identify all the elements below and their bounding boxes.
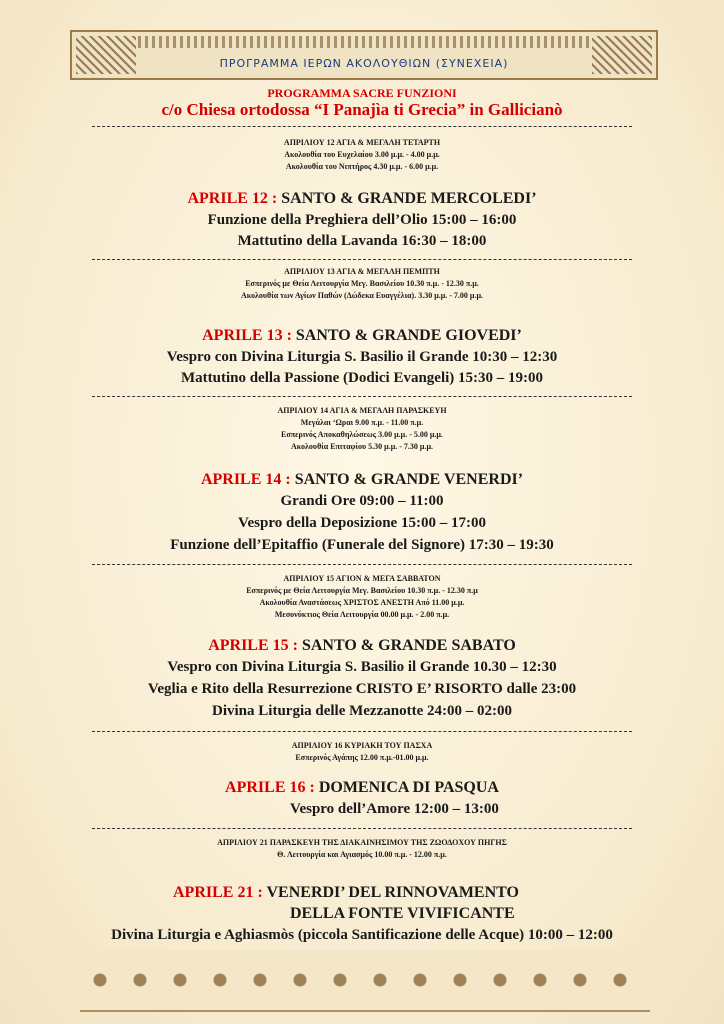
greek-line: ΑΠΡΙΛΙΟΥ 21 ΠΑΡΑΣΚΕΥΗ ΤΗΣ ΔΙΑΚΑΙΝΗΣΙΜΟΥ ΤΗΣ ΖΩΟΔΟΧΟΥ ΠΗΓΗΣ: [217, 838, 507, 847]
day-date: APRILE 16 :: [225, 779, 315, 796]
divider: [92, 126, 632, 127]
day-heading: [0, 777, 724, 799]
day-date: APRILE 13 :: [202, 327, 292, 344]
greek-line: ΑΠΡΙΛΙΟΥ 16 ΚΥΡΙΑΚΗ ΤΟΥ ΠΑΣΧΑ: [291, 741, 433, 750]
greek-line: Ακολουθία του Ευχελαίου 3.00 μ.μ. - 4.00 μ.μ.: [284, 150, 440, 159]
service-line: Grandi Ore 09:00 – 11:00: [280, 493, 444, 509]
program-title: PROGRAMMA SACRE FUNZIONI: [267, 86, 457, 100]
day-name: SANTO & GRANDE SABATO: [297, 637, 516, 654]
day-heading: [0, 188, 724, 210]
banner-title: ΠΡΟΓΡΑΜΜΑ ΙΕΡΩΝ ΑΚΟΛΟΥΘΙΩΝ (ΣΥΝΕΧΕΙΑ): [219, 57, 509, 70]
service-line: Vespro dell’Amore 12:00 – 13:00: [290, 801, 499, 817]
greek-line: Εσπερινός με Θεία Λειτουργία Μεγ. Βασιλείου 10.30 π.μ. - 12.30 π.μ: [246, 586, 478, 595]
header-banner: [70, 30, 658, 80]
day-date: APRILE 12 :: [187, 190, 278, 207]
day-name: VENERDI’ DEL RINNOVAMENTO: [262, 884, 519, 901]
greek-line: Μεγάλαι ‘Ωραι 9.00 π.μ. - 11.00 π.μ.: [300, 418, 424, 427]
greek-line: ΑΠΡΙΛΙΟΥ 12 ΑΓΙΑ & ΜΕΓΑΛΗ ΤΕΤΑΡΤΗ: [283, 138, 441, 147]
service-line: Divina Liturgia e Aghiasmòs (piccola Santificazione delle Acque) 10:00 – 12:00: [111, 927, 613, 943]
divider: [92, 564, 632, 565]
greek-block: [0, 137, 724, 173]
footer-ornament: [80, 950, 650, 1012]
day-heading: [0, 469, 724, 491]
greek-line: Εσπερινός Αγάπης 12.00 π.μ.-01.00 μ.μ.: [295, 753, 429, 762]
greek-block: [0, 740, 724, 764]
service-line: Vespro della Deposizione 15:00 – 17:00: [238, 515, 486, 531]
day-name: SANTO & GRANDE GIOVEDI’: [291, 327, 522, 344]
day-date: APRILE 15 :: [208, 637, 298, 654]
greek-line: Ακολουθία των Αγίων Παθών (Δώδεκα Ευαγγέλια). 3.30 μ.μ. - 7.00 μ.μ.: [240, 291, 484, 300]
greek-line: Μεσονύκτιος Θεία Λειτουργία 00.00 μ.μ. - 2.00 π.μ.: [274, 610, 450, 619]
greek-line: ΑΠΡΙΛΙΟΥ 14 ΑΓΙΑ & ΜΕΓΑΛΗ ΠΑΡΑΣΚΕΥΗ: [277, 406, 447, 415]
service-line: Funzione della Preghiera dell’Olio 15:00 – 16:00: [207, 212, 517, 228]
divider: [92, 259, 632, 260]
greek-block: [0, 573, 724, 621]
divider: [92, 731, 632, 732]
day-name: DOMENICA DI PASQUA: [314, 779, 499, 796]
greek-block: [0, 837, 724, 861]
divider: [92, 396, 632, 397]
day-date: APRILE 21 :: [173, 884, 263, 901]
ornament-border: [138, 36, 590, 48]
day-heading: [0, 325, 724, 347]
service-line: Divina Liturgia delle Mezzanotte 24:00 – 02:00: [212, 703, 512, 719]
service-line: Mattutino della Lavanda 16:30 – 18:00: [237, 233, 487, 249]
service-line: Mattutino della Passione (Dodici Evangeli) 15:30 – 19:00: [180, 370, 544, 386]
service-line: Vespro con Divina Liturgia S. Basilio il Grande 10.30 – 12:30: [167, 659, 557, 675]
greek-line: Εσπερινός με Θεία Λειτουργία Μεγ. Βασιλείου 10.30 π.μ. - 12.30 π.μ.: [245, 279, 479, 288]
greek-line: Εσπερινός Αποκαθηλώσεως 3.00 μ.μ. - 5.00 μ.μ.: [281, 430, 443, 439]
greek-line: Ακολουθία του Νιπτήρος 4.30 μ.μ. - 6.00 μ.μ.: [285, 162, 439, 171]
service-line: Vespro con Divina Liturgia S. Basilio il Grande 10:30 – 12:30: [166, 349, 558, 365]
service-line: Funzione dell’Epitaffio (Funerale del Signore) 17:30 – 19:30: [170, 537, 554, 553]
day-heading: [173, 882, 519, 904]
service-line: Veglia e Rito della Resurrezione CRISTO E’ RISORTO dalle 23:00: [147, 681, 577, 697]
day-name: SANTO & GRANDE MERCOLEDI’: [277, 190, 537, 207]
day-date: APRILE 14 :: [200, 471, 291, 488]
greek-line: ΑΠΡΙΛΙΟΥ 13 ΑΓΙΑ & ΜΕΓΑΛΗ ΠΕΜΠΤΗ: [284, 267, 440, 276]
greek-block: [0, 405, 724, 453]
day-heading: [0, 635, 724, 657]
greek-block: [0, 266, 724, 302]
church-title: c/o Chiesa ortodossa “I Panajìa ti Grecia” in Gallicianò: [161, 100, 563, 119]
divider: [92, 828, 632, 829]
day-heading-continued: DELLA FONTE VIVIFICANTE: [290, 905, 515, 922]
greek-line: Ακολουθία Αναστάσεως ΧΡΙΣΤΟΣ ΑΝΕΣΤΗ Από 11.00 μ.μ.: [259, 598, 465, 607]
greek-line: Ακολουθία Επιταφίου 5.30 μ.μ. - 7.30 μ.μ.: [291, 442, 433, 451]
greek-line: Θ. Λειτουργία και Αγιασμός 10.00 π.μ. - 12.00 π.μ.: [277, 850, 447, 859]
day-name: SANTO & GRANDE VENERDI’: [290, 471, 524, 488]
greek-line: ΑΠΡΙΛΙΟΥ 15 ΑΓΙΟΝ & ΜΕΓΑ ΣΑΒΒΑΤΟΝ: [283, 574, 441, 583]
